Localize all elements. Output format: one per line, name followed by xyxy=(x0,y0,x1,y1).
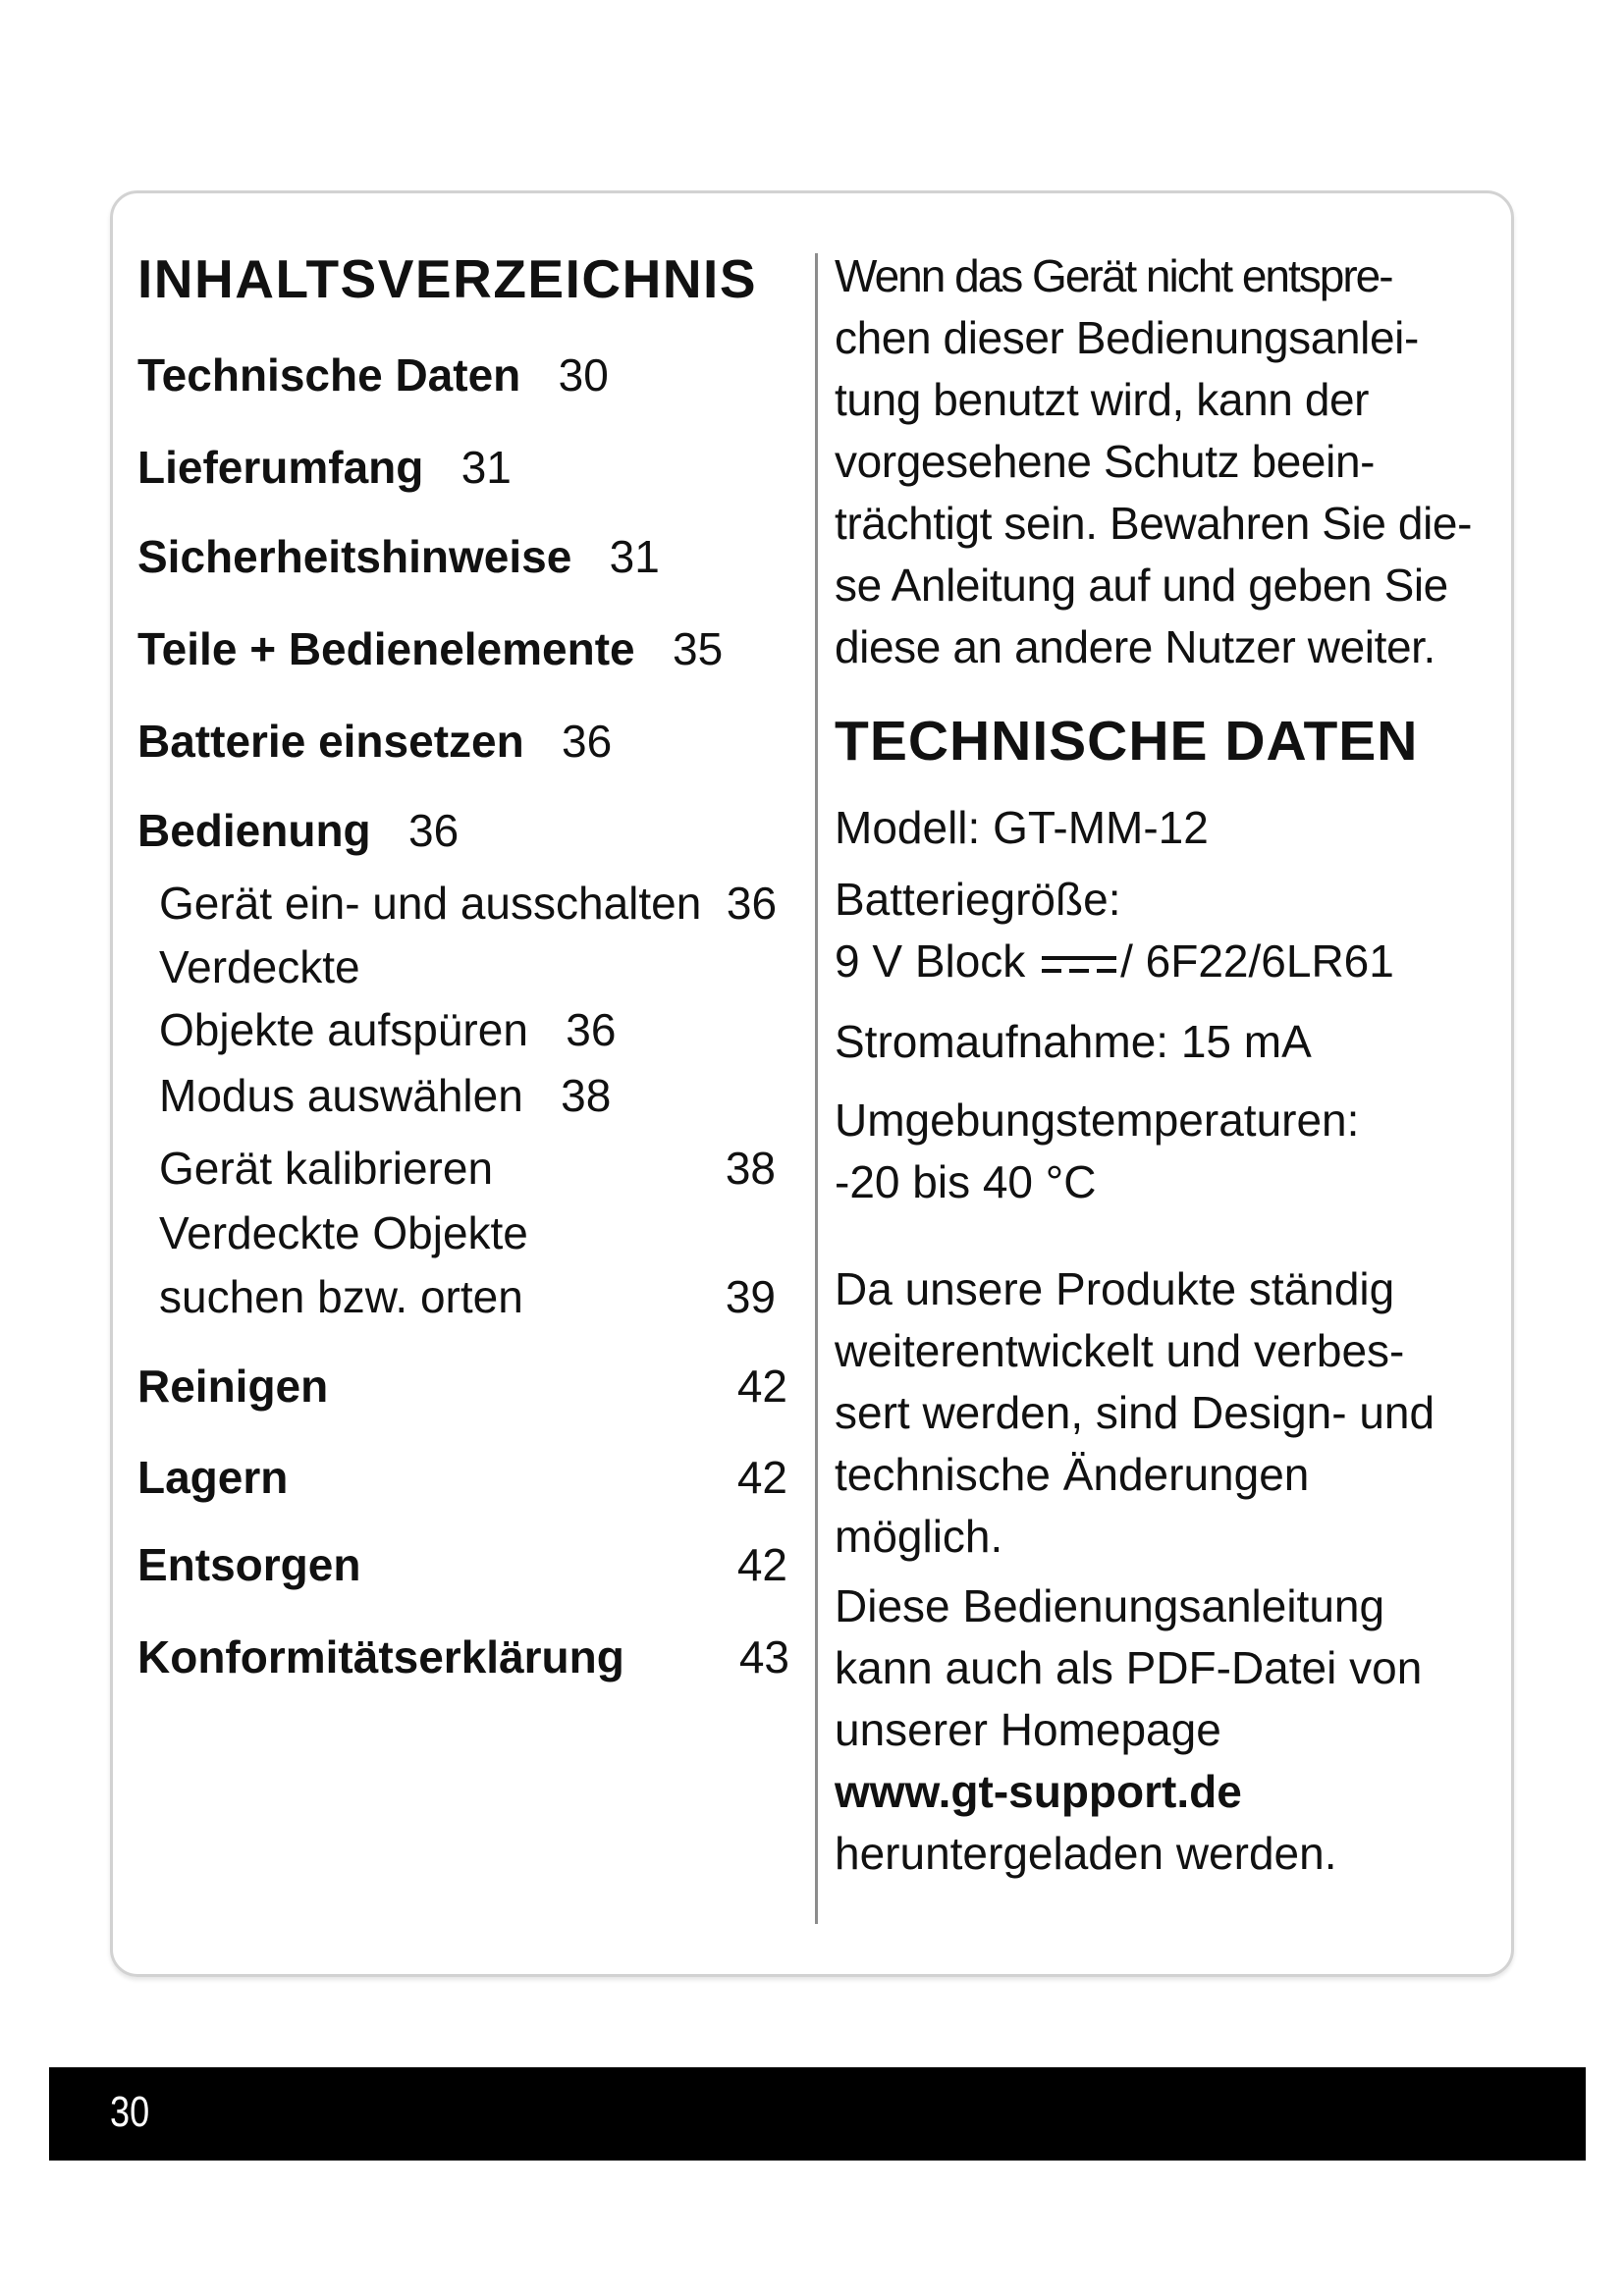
toc-entry-page: 30 xyxy=(558,349,609,400)
toc-sub-entry[interactable] xyxy=(159,1137,493,1200)
toc-sub-entry-title-line: Verdeckte Objekte xyxy=(159,1207,528,1258)
battery-value-suffix: / 6F22/6LR61 xyxy=(1120,935,1394,987)
intro-line: diese an andere Nutzer weiter. xyxy=(835,621,1435,672)
toc-entry[interactable] xyxy=(137,621,723,676)
current-text: Stromaufnahme: 15 mA xyxy=(835,1016,1312,1067)
toc-entry-title: Lieferumfang xyxy=(137,442,424,493)
toc-entry[interactable] xyxy=(137,803,459,858)
notice-line: technische Änderungen xyxy=(835,1449,1310,1500)
toc-heading: INHALTSVERZEICHNIS xyxy=(137,248,758,309)
toc-entry-page: 42 xyxy=(736,1539,787,1590)
footer-bar xyxy=(49,2067,1586,2161)
toc-sub-entry-page: 36 xyxy=(566,1004,617,1055)
download-text xyxy=(835,1575,1512,1885)
temperature-label: Umgebungstemperaturen: xyxy=(835,1095,1360,1146)
notice-line: möglich. xyxy=(835,1511,1003,1562)
toc-entry[interactable] xyxy=(137,440,512,495)
toc-sub-entry[interactable] xyxy=(159,1064,611,1127)
toc-sub-entry-page: 36 xyxy=(726,878,778,929)
model-text: Modell: GT-MM-12 xyxy=(835,802,1209,853)
toc-entry[interactable] xyxy=(137,1537,360,1592)
toc-entry[interactable] xyxy=(137,347,609,402)
toc-sub-entry[interactable] xyxy=(159,998,616,1061)
toc-entry-title: Technische Daten xyxy=(137,349,521,400)
notice-line: Da unsere Produkte ständig xyxy=(835,1263,1395,1314)
toc-entry[interactable] xyxy=(137,714,612,769)
toc-entry[interactable] xyxy=(137,1629,624,1684)
toc-sub-entry[interactable] xyxy=(159,1265,523,1328)
dc-current-symbol-icon xyxy=(1040,951,1118,979)
toc-entry-title: Sicherheitshinweise xyxy=(137,531,572,582)
toc-entry-title: Reinigen xyxy=(137,1361,329,1412)
intro-line: tung benutzt wird, kann der xyxy=(835,374,1370,425)
toc-sub-entry-title: Modus auswählen xyxy=(159,1070,523,1121)
notice-text xyxy=(835,1258,1512,1568)
intro-line: Wenn das Gerät nicht entspre- xyxy=(835,250,1392,301)
toc-entry-page: 42 xyxy=(736,1452,787,1503)
toc-sub-entry-page: 39 xyxy=(725,1271,776,1322)
toc-entry[interactable] xyxy=(137,1359,328,1414)
toc-entry-title: Entsorgen xyxy=(137,1539,361,1590)
toc-sub-entry[interactable] xyxy=(159,872,777,934)
toc-entry-page: 43 xyxy=(738,1631,789,1682)
column-divider xyxy=(815,253,818,1924)
toc-entry-page: 42 xyxy=(736,1361,787,1412)
toc-sub-entry[interactable] xyxy=(159,1201,528,1264)
toc-entry[interactable] xyxy=(137,529,660,584)
notice-line: sert werden, sind Design- und xyxy=(835,1387,1435,1438)
download-line: heruntergeladen werden. xyxy=(835,1828,1337,1879)
notice-line: weiterentwickelt und verbes- xyxy=(835,1325,1405,1376)
toc-sub-entry-page: 38 xyxy=(561,1070,612,1121)
download-line: unserer Homepage xyxy=(835,1704,1221,1755)
toc-entry-title: Batterie einsetzen xyxy=(137,716,524,767)
toc-entry-page: 35 xyxy=(672,623,724,674)
toc-sub-entry-page: 38 xyxy=(725,1143,776,1194)
support-url-link[interactable]: www.gt-support.de xyxy=(835,1766,1242,1817)
toc-sub-entry-title: Gerät ein- und ausschalten xyxy=(159,878,702,929)
toc-sub-entry[interactable] xyxy=(159,935,360,998)
intro-line: chen dieser Bedienungsanlei- xyxy=(835,312,1419,363)
toc-entry-title: Konformitätserklärung xyxy=(137,1631,624,1682)
download-line: Diese Bedienungsanleitung xyxy=(835,1580,1385,1631)
battery-value-prefix: 9 V Block xyxy=(835,935,1026,987)
toc-entry-page: 36 xyxy=(562,716,613,767)
battery-value xyxy=(835,931,1512,992)
temperature-value: -20 bis 40 °C xyxy=(835,1156,1097,1207)
intro-line: trächtigt sein. Bewahren Sie die- xyxy=(835,498,1473,549)
toc-sub-entry-title-line: suchen bzw. orten xyxy=(159,1271,523,1322)
toc-entry-title: Lagern xyxy=(137,1452,289,1503)
tech-data-heading: TECHNISCHE DATEN xyxy=(835,710,1419,773)
download-line: kann auch als PDF-Datei von xyxy=(835,1642,1423,1693)
page-number: 30 xyxy=(110,2088,150,2136)
toc-entry-title: Teile + Bedienelemente xyxy=(137,623,635,674)
toc-entry[interactable] xyxy=(137,1450,288,1505)
battery-label: Batteriegröße: xyxy=(835,874,1121,925)
toc-entry-page: 36 xyxy=(408,805,460,856)
intro-line: se Anleitung auf und geben Sie xyxy=(835,560,1448,611)
intro-line: vorgesehene Schutz beein- xyxy=(835,436,1376,487)
toc-sub-entry-title-line: Objekte aufspüren xyxy=(159,1004,528,1055)
toc-entry-title: Bedienung xyxy=(137,805,371,856)
toc-sub-entry-title-line: Verdeckte xyxy=(159,941,360,992)
toc-entry-page: 31 xyxy=(609,531,660,582)
intro-warning-text xyxy=(835,245,1512,678)
toc-entry-page: 31 xyxy=(460,442,512,493)
toc-sub-entry-title: Gerät kalibrieren xyxy=(159,1143,494,1194)
